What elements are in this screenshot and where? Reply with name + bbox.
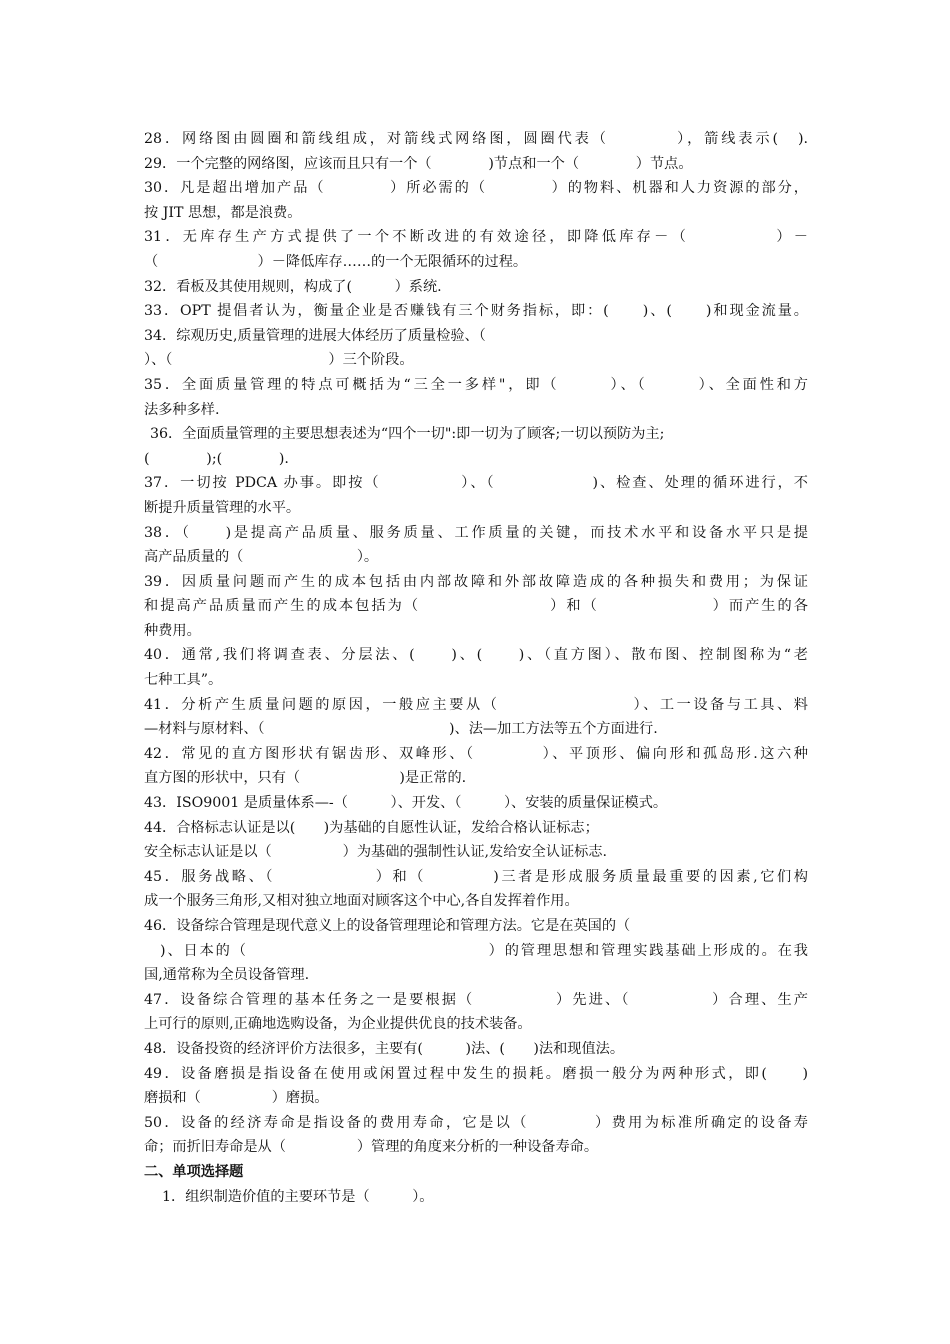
question-50-line-1: 50．设备的经济寿命是指设备的费用寿命，它是以（ ）费用为标准所确定的设备寿 <box>144 1114 808 1131</box>
question-31-line-2: （ ）－降低库存……的一个无限循环的过程。 <box>144 253 528 270</box>
question-34-line-1: 34．综观历史,质量管理的进展大体经历了质量检验、（ <box>144 327 486 344</box>
question-46-line-1: 46．设备综合管理是现代意义上的设备管理理论和管理方法。它是在英国的（ <box>144 918 631 934</box>
question-41-line-1: 41．分析产生质量问题的原因，一般应主要从（ ）、工一设备与工具、料 <box>144 696 808 713</box>
question-38-line-2: 高产品质量的（ ）。 <box>144 549 379 566</box>
question-47-line-1: 47．设备综合管理的基本任务之一是要根据（ ）先进、（ ）合理、生产 <box>144 991 808 1008</box>
question-39-line-1: 39．因质量问题而产生的成本包括由内部故障和外部故障造成的各种损失和费用；为保证 <box>144 573 808 590</box>
question-35-line-2: 法多种多样. <box>144 401 220 418</box>
question-49-line-2: 磨损和（ ）磨损。 <box>144 1090 329 1107</box>
question-44-line-1: 44．合格标志认证是以( )为基础的自愿性认证，发给合格认证标志； <box>144 819 599 836</box>
question-39-line-2: 和提高产品质量而产生的成本包括为（ ）和（ ）而产生的各 <box>144 598 808 615</box>
question-39-line-3: 种费用。 <box>144 622 201 639</box>
question-36-line-1: 36．全面质量管理的主要思想表述为“四个一切":即一切为了顾客;一切以预防为主; <box>150 426 665 443</box>
question-47-line-2: 上可行的原则,正确地选购设备，为企业提供优良的技术装备。 <box>144 1016 532 1033</box>
question-34-line-2: ）、（ ）三个阶段。 <box>144 352 414 369</box>
question-50-line-2: 命；而折旧寿命是从（ ）管理的角度来分析的一种设备寿命。 <box>144 1139 599 1156</box>
document-body <box>144 127 808 1209</box>
question-46-line-3: 国,通常称为全员设备管理. <box>144 967 310 984</box>
question-38-line-1: 38．（ )是提高产品质量、服务质量、工作质量的关键，而技术水平和设备水平只是提 <box>144 524 808 541</box>
question-28-line-1: 28．网络图由圆圈和箭线组成，对箭线式网络图，圆圈代表（ ），箭线表示( ). <box>144 131 808 147</box>
question-46-line-2: )、日本的（ ）的管理思想和管理实践基础上形成的。在我 <box>144 942 808 959</box>
question-44-line-2: 安全标志认证是以（ ）为基础的强制性认证,发给安全认证标志. <box>144 844 608 861</box>
question-37-line-1: 37．一切按 PDCA 办事。即按（ ）、（ )、检查、处理的循环进行，不 <box>144 475 808 492</box>
question-36-line-2: ( );( ). <box>144 450 289 467</box>
question-43-line-1: 43．ISO9001 是质量体系—-（ ）、开发、（ ）、安装的质量保证模式。 <box>144 795 668 812</box>
question-40-line-1: 40．通常,我们将调查表、分层法、( )、( )、（直方图）、散布图、控制图称为“老 <box>144 647 808 664</box>
question-33-line-1: 33．OPT 提倡者认为，衡量企业是否赚钱有三个财务指标，即：( )、( )和现金流量。 <box>144 303 808 320</box>
question-42-line-2: 直方图的形状中，只有（ )是正常的. <box>144 770 467 787</box>
question-45-line-2: 成一个服务三角形,又相对独立地面对顾客这个中心,各自发挥着作用。 <box>144 893 579 910</box>
question-42-line-1: 42．常见的直方图形状有锯齿形、双峰形、（ ）、平顶形、偏向形和孤岛形.这六种 <box>144 745 808 762</box>
question-41-line-2: —材料与原材料、（ )、法—加工方法等五个方面进行. <box>144 721 658 738</box>
question-30-line-2: 按 JIT 思想，都是浪费。 <box>144 204 302 221</box>
section-heading-single-choice: 二、单项选择题 <box>144 1163 244 1180</box>
question-37-line-2: 断提升质量管理的水平。 <box>144 499 301 516</box>
question-31-line-1: 31．无库存生产方式提供了一个不断改进的有效途径，即降低库存－（ ）－ <box>144 229 808 246</box>
question-35-line-1: 35．全面质量管理的特点可概括为“三全一多样"，即（ ）、（ ）、全面性和方 <box>144 376 808 393</box>
question-48-line-1: 48．设备投资的经济评价方法很多，主要有( )法、( )法和现值法。 <box>144 1040 625 1057</box>
question-40-line-2: 七种工具”。 <box>144 672 223 689</box>
question-32-line-1: 32．看板及其使用规则，构成了( ）系统. <box>144 278 442 295</box>
question-45-line-1: 45．服务战略、（ ）和（ )三者是形成服务质量最重要的因素,它们构 <box>144 868 808 885</box>
question-29-line-1: 29．一个完整的网络图，应该而且只有一个（ )节点和一个（ ）节点。 <box>144 155 693 172</box>
question-49-line-1: 49．设备磨损是指设备在使用或闲置过程中发生的损耗。磨损一般分为两种形式，即( ) <box>144 1065 808 1082</box>
choice-question-1-line-1: 1．组织制造价值的主要环节是（ ）。 <box>162 1188 434 1205</box>
question-30-line-1: 30．凡是超出增加产品（ ）所必需的（ ）的物料、机器和人力资源的部分， <box>144 180 808 197</box>
